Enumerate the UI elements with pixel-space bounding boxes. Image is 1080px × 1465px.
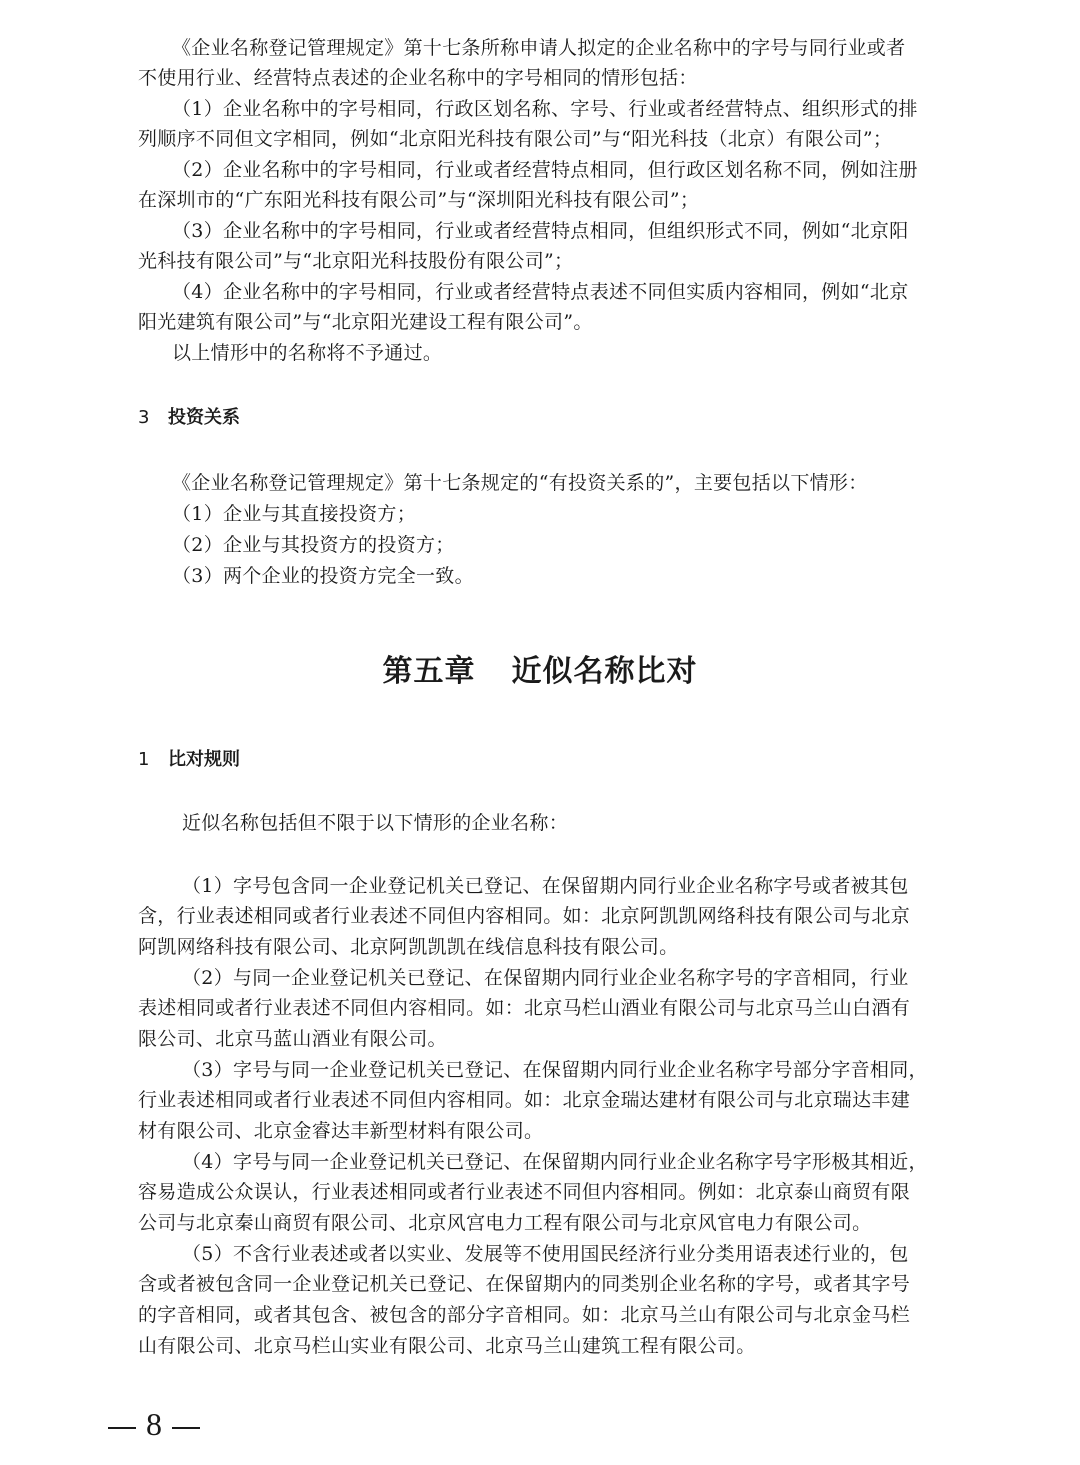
paragraph-line: 公司与北京秦山商贸有限公司、北京风宫电力工程有限公司与北京风官电力有限公司。 (138, 1212, 872, 1234)
paragraph-line: （4）企业名称中的字号相同，行业或者经营特点表述不同但实质内容相同，例如“北京 (172, 281, 909, 303)
paragraph-line: 行业表述相同或者行业表述不同但内容相同。如：北京金瑞达建材有限公司与北京瑞达丰建 (138, 1089, 911, 1111)
section-title: 投资关系 (168, 407, 240, 428)
paragraph-line: （3）字号与同一企业登记机关已登记、在保留期内同行业企业名称字号部分字音相同， (182, 1059, 928, 1081)
paragraph-line: 的字音相同，或者其包含、被包含的部分字音相同。如：北京马兰山有限公司与北京金马栏 (138, 1304, 911, 1326)
page-footer (98, 1404, 210, 1444)
paragraph-line: 含或者被包含同一企业登记机关已登记、在保留期内的同类别企业名称的字号，或者其字号 (138, 1273, 911, 1295)
section-title: 比对规则 (168, 749, 240, 770)
paragraph-line: 以上情形中的名称将不予通过。 (172, 342, 443, 364)
chapter-name: 近似名称比对 (511, 654, 698, 689)
paragraph-line: 阿凯网络科技有限公司、北京阿凯凯凯在线信息科技有限公司。 (138, 936, 679, 958)
page-number: 8 (146, 1406, 162, 1442)
footer-dash (108, 1427, 136, 1429)
paragraph-line: 阳光建筑有限公司”与“北京阳光建设工程有限公司”。 (138, 311, 593, 333)
list-item: （1）企业与其直接投资方； (172, 503, 416, 525)
paragraph-line: （2）与同一企业登记机关已登记、在保留期内同行业企业名称字号的字音相同，行业 (182, 967, 909, 989)
paragraph-line: 《企业名称登记管理规定》第十七条规定的“有投资关系的”，主要包括以下情形： (172, 472, 868, 494)
paragraph-line: 山有限公司、北京马栏山实业有限公司、北京马兰山建筑工程有限公司。 (138, 1335, 756, 1357)
paragraph-line: （3）企业名称中的字号相同，行业或者经营特点相同，但组织形式不同，例如“北京阳 (172, 220, 909, 242)
paragraph-line: 材有限公司、北京金睿达丰新型材料有限公司。 (138, 1120, 544, 1142)
list-item: （2）企业与其投资方的投资方； (172, 534, 455, 556)
chapter-label: 第五章 (382, 654, 476, 689)
paragraph-line: （5）不含行业表述或者以实业、发展等不使用国民经济行业分类用语表述行业的，包 (182, 1243, 909, 1265)
paragraph-line: 在深圳市的“广东阳光科技有限公司”与“深圳阳光科技有限公司”； (138, 189, 700, 211)
paragraph-line: （1）企业名称中的字号相同，行政区划名称、字号、行业或者经营特点、组织形式的排 (172, 98, 918, 120)
paragraph-line: （4）字号与同一企业登记机关已登记、在保留期内同行业企业名称字号字形极其相近， (182, 1151, 928, 1173)
paragraph-line: 近似名称包括但不限于以下情形的企业名称： (182, 812, 569, 834)
footer-dash (172, 1427, 200, 1429)
section-heading (138, 748, 240, 772)
section-number: 1 (138, 749, 150, 770)
paragraph-line: （2）企业名称中的字号相同，行业或者经营特点相同，但行政区划名称不同，例如注册 (172, 159, 918, 181)
list-item: （3）两个企业的投资方完全一致。 (172, 565, 474, 587)
section-heading (138, 406, 240, 430)
paragraph-line: 列顺序不同但文字相同，例如“北京阳光科技有限公司”与“阳光科技（北京）有限公司”； (138, 128, 893, 150)
paragraph-line: 限公司、北京马蓝山酒业有限公司。 (138, 1028, 447, 1050)
paragraph-line: 容易造成公众误认，行业表述相同或者行业表述不同但内容相同。例如：北京泰山商贸有限 (138, 1181, 911, 1203)
paragraph-line: 光科技有限公司”与“北京阳光科技股份有限公司”； (138, 250, 574, 272)
section-number: 3 (138, 407, 150, 428)
paragraph-line: 含，行业表述相同或者行业表述不同但内容相同。如：北京阿凯凯网络科技有限公司与北京 (138, 905, 911, 927)
paragraph-line: 《企业名称登记管理规定》第十七条所称申请人拟定的企业名称中的字号与同行业或者 (172, 37, 906, 59)
paragraph-line: （1）字号包含同一企业登记机关已登记、在保留期内同行业企业名称字号或者被其包 (182, 875, 909, 897)
chapter-title (0, 646, 1080, 690)
paragraph-line: 表述相同或者行业表述不同但内容相同。如：北京马栏山酒业有限公司与北京马兰山白酒有 (138, 997, 911, 1019)
paragraph-line: 不使用行业、经营特点表述的企业名称中的字号相同的情形包括： (138, 67, 698, 89)
